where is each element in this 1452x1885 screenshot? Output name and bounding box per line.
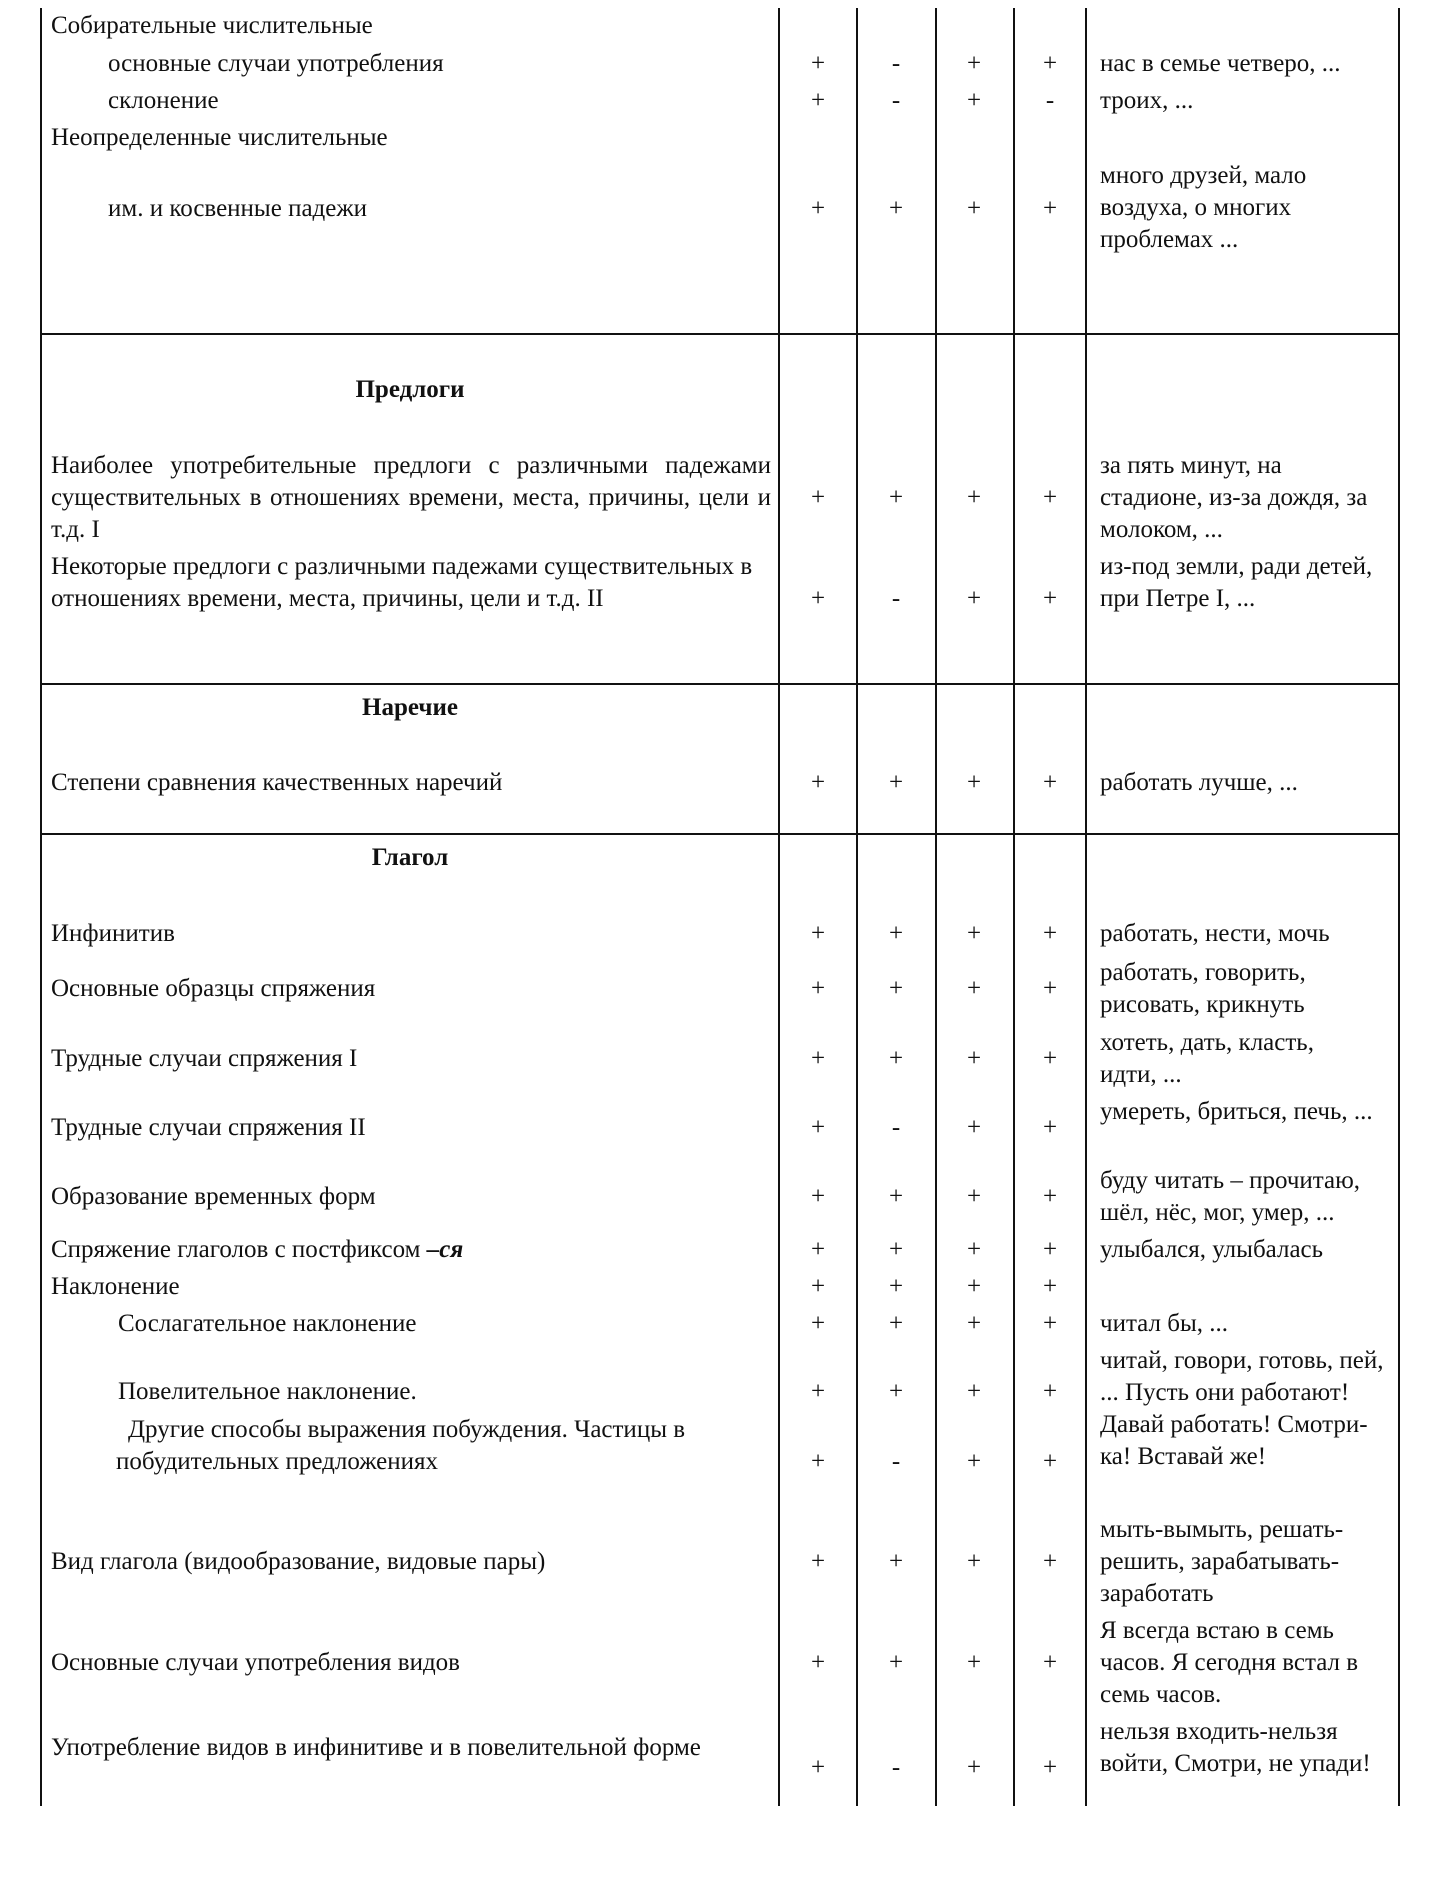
mark: + [966,1273,982,1300]
mark: + [966,1114,982,1141]
mark: + [966,1183,982,1210]
mark: + [966,1649,982,1676]
mark: + [1042,195,1058,222]
row-label: Наклонение [51,1273,180,1300]
example-text: читай, говори, готовь, пей, ... Пусть они работают! Давай работать! Смотри-ка! Вставай же! [1100,1347,1384,1470]
example-text: читал бы, ... [1100,1310,1228,1337]
row-label: Трудные случаи спряжения II [51,1114,366,1141]
mark: + [966,1548,982,1575]
mark: + [888,1273,904,1300]
mark: + [966,920,982,947]
mark: + [1042,50,1058,77]
mark: + [1042,975,1058,1002]
mark: + [966,769,982,796]
mark: + [888,769,904,796]
mark: + [966,195,982,222]
example-text: нас в семье четверо, ... [1100,50,1341,77]
mark: + [888,1045,904,1072]
mark: + [810,1448,826,1475]
mark: + [810,1649,826,1676]
mark: + [1042,1183,1058,1210]
row-label: Употребление видов в инфинитиве и в повелительной форме [51,1734,701,1761]
row-label: Некоторые предлоги с различными падежами существительных в отношениях времени, места, причины, цели и т.д. II [51,553,753,612]
example-text: умереть, бриться, печь, ... [1100,1098,1373,1125]
mark: + [1042,585,1058,612]
column-divider-2 [856,8,858,1806]
mark: + [966,1378,982,1405]
mark: + [810,769,826,796]
mark: + [888,1649,904,1676]
example-text: за пять минут, на стадионе, из-за дождя, за молоком, ... [1100,452,1368,543]
mark: + [810,1236,826,1263]
mark: + [888,1236,904,1263]
row-label: Основные случаи употребления видов [51,1649,460,1676]
mark: + [966,50,982,77]
row-label: Инфинитив [51,920,175,947]
example-text: работать, нести, мочь [1100,920,1330,947]
row-label [51,1234,463,1266]
row-label: Трудные случаи спряжения I [51,1045,358,1072]
mark: - [891,1754,901,1781]
mark: + [966,1448,982,1475]
mark: + [1042,1236,1058,1263]
mark: + [888,1378,904,1405]
mark: + [966,1310,982,1337]
example-text: из-под земли, ради детей, при Петре I, ... [1100,553,1373,612]
mark: + [888,975,904,1002]
example-text: улыбался, улыбалась [1100,1236,1324,1263]
mark: + [810,1045,826,1072]
row-label: им. и косвенные падежи [108,195,368,222]
mark: + [1042,1754,1058,1781]
row-label: Наиболее употребительные предлоги с различными падежами существительных в отношениях времени, места, причины, цели и т.д. I [51,452,771,543]
mark: + [888,1310,904,1337]
mark: + [1042,1114,1058,1141]
mark: - [891,1114,901,1141]
mark: + [1042,1649,1058,1676]
example-text: мыть-вымыть, решать-решить, зарабатывать-заработать [1100,1516,1344,1607]
mark: + [1042,769,1058,796]
postfix-emphasis: –ся [426,1236,464,1263]
mark: + [966,484,982,511]
column-divider-4 [1013,8,1015,1806]
mark: + [1042,484,1058,511]
row-label: Вид глагола (видообразование, видовые пары) [51,1548,546,1575]
section-heading: Глагол [371,844,449,871]
example-text: буду читать – прочитаю, шёл, нёс, мог, умер, ... [1100,1167,1361,1226]
mark: + [810,1378,826,1405]
row-label: склонение [108,87,219,114]
mark: + [1042,1448,1058,1475]
mark: + [966,1045,982,1072]
mark: + [810,1183,826,1210]
row-label: Собирательные числительные [51,12,373,39]
section-heading: Наречие [362,694,458,721]
mark: + [966,1236,982,1263]
mark: + [1042,1273,1058,1300]
mark: + [888,484,904,511]
mark: + [810,1273,826,1300]
mark: + [810,585,826,612]
mark: + [1042,1548,1058,1575]
example-text: работать лучше, ... [1100,769,1298,796]
mark: + [966,1754,982,1781]
row-label: Другие способы выражения побуждения. Частицы в побудительных предложениях [116,1416,686,1475]
row-label: Степени сравнения качественных наречий [51,769,503,796]
example-text: хотеть, дать, класть, идти, ... [1100,1029,1314,1088]
example-text: Я всегда встаю в семь часов. Я сегодня встал в семь часов. [1100,1617,1359,1708]
row-label-text: Спряжение глаголов с постфиксом [51,1236,427,1263]
mark: + [810,975,826,1002]
section-divider [40,683,1400,685]
mark: + [888,1548,904,1575]
column-divider-1 [778,8,780,1806]
mark: + [966,87,982,114]
example-text: работать, говорить, рисовать, крикнуть [1100,959,1306,1018]
example-text: нельзя входить-нельзя войти, Смотри, не упади! [1100,1718,1371,1777]
table-border-right [1398,8,1400,1806]
mark: + [1042,1378,1058,1405]
example-text: много друзей, мало воздуха, о многих проблемах ... [1100,162,1307,253]
row-label: основные случаи употребления [108,50,444,77]
mark: + [810,1548,826,1575]
mark: + [810,87,826,114]
section-divider [40,333,1400,335]
table-border-left [40,8,42,1806]
row-label: Образование временных форм [51,1183,376,1210]
mark: + [888,920,904,947]
mark: + [810,1310,826,1337]
mark: - [1045,87,1055,114]
mark: - [891,585,901,612]
row-label: Сослагательное наклонение [118,1310,417,1337]
mark: - [891,50,901,77]
mark: - [891,1448,901,1475]
row-label: Повелительное наклонение. [118,1378,417,1405]
mark: + [888,1183,904,1210]
mark: + [966,585,982,612]
mark: + [810,920,826,947]
mark: + [810,484,826,511]
section-heading: Предлоги [355,376,465,403]
column-divider-5 [1085,8,1087,1806]
example-text: троих, ... [1100,87,1194,114]
row-label: Основные образцы спряжения [51,975,376,1002]
mark: + [966,975,982,1002]
mark: - [891,87,901,114]
mark: + [810,1754,826,1781]
column-divider-3 [935,8,937,1806]
row-label: Неопределенные числительные [51,124,388,151]
mark: + [810,195,826,222]
mark: + [1042,1310,1058,1337]
section-divider [40,833,1400,835]
mark: + [1042,1045,1058,1072]
mark: + [888,195,904,222]
mark: + [810,50,826,77]
mark: + [1042,920,1058,947]
mark: + [810,1114,826,1141]
